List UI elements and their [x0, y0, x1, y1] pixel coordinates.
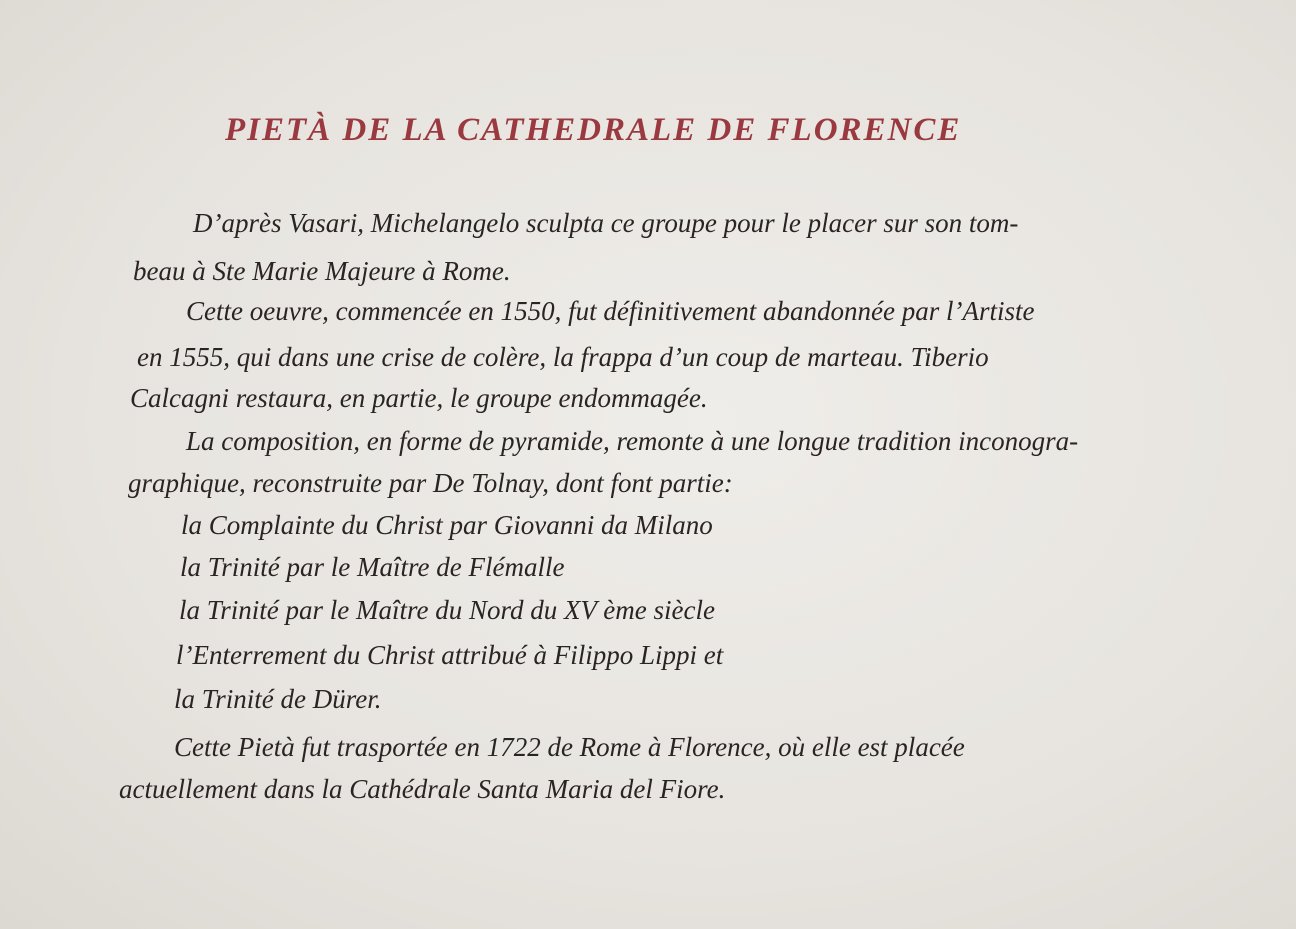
body-line: La composition, en forme de pyramide, remonte à une longue tradition inconogra- [186, 426, 1079, 456]
page-title: PIETÀ DE LA CATHEDRALE DE FLORENCE [225, 112, 962, 148]
list-item: la Trinité par le Maître de Flémalle [180, 552, 565, 582]
body-line: Cette Pietà fut trasportée en 1722 de Rome à Florence, où elle est placée [174, 732, 965, 762]
list-item: la Complainte du Christ par Giovanni da Milano [181, 510, 713, 540]
body-line: en 1555, qui dans une crise de colère, la frappa d’un coup de marteau. Tiberio [137, 342, 989, 372]
body-line: beau à Ste Marie Majeure à Rome. [133, 256, 511, 286]
body-line: Cette oeuvre, commencée en 1550, fut définitivement abandonnée par l’Artiste [186, 296, 1035, 326]
body-line: actuellement dans la Cathédrale Santa Maria del Fiore. [119, 774, 726, 804]
body-line: D’après Vasari, Michelangelo sculpta ce groupe pour le placer sur son tom- [193, 208, 1019, 238]
list-item: l’Enterrement du Christ attribué à Filippo Lippi et [176, 640, 724, 670]
body-line: graphique, reconstruite par De Tolnay, dont font partie: [128, 468, 733, 498]
list-item: la Trinité de Dürer. [174, 684, 382, 714]
list-item: la Trinité par le Maître du Nord du XV ème siècle [179, 595, 715, 625]
body-line: Calcagni restaura, en partie, le groupe endommagée. [130, 383, 708, 413]
